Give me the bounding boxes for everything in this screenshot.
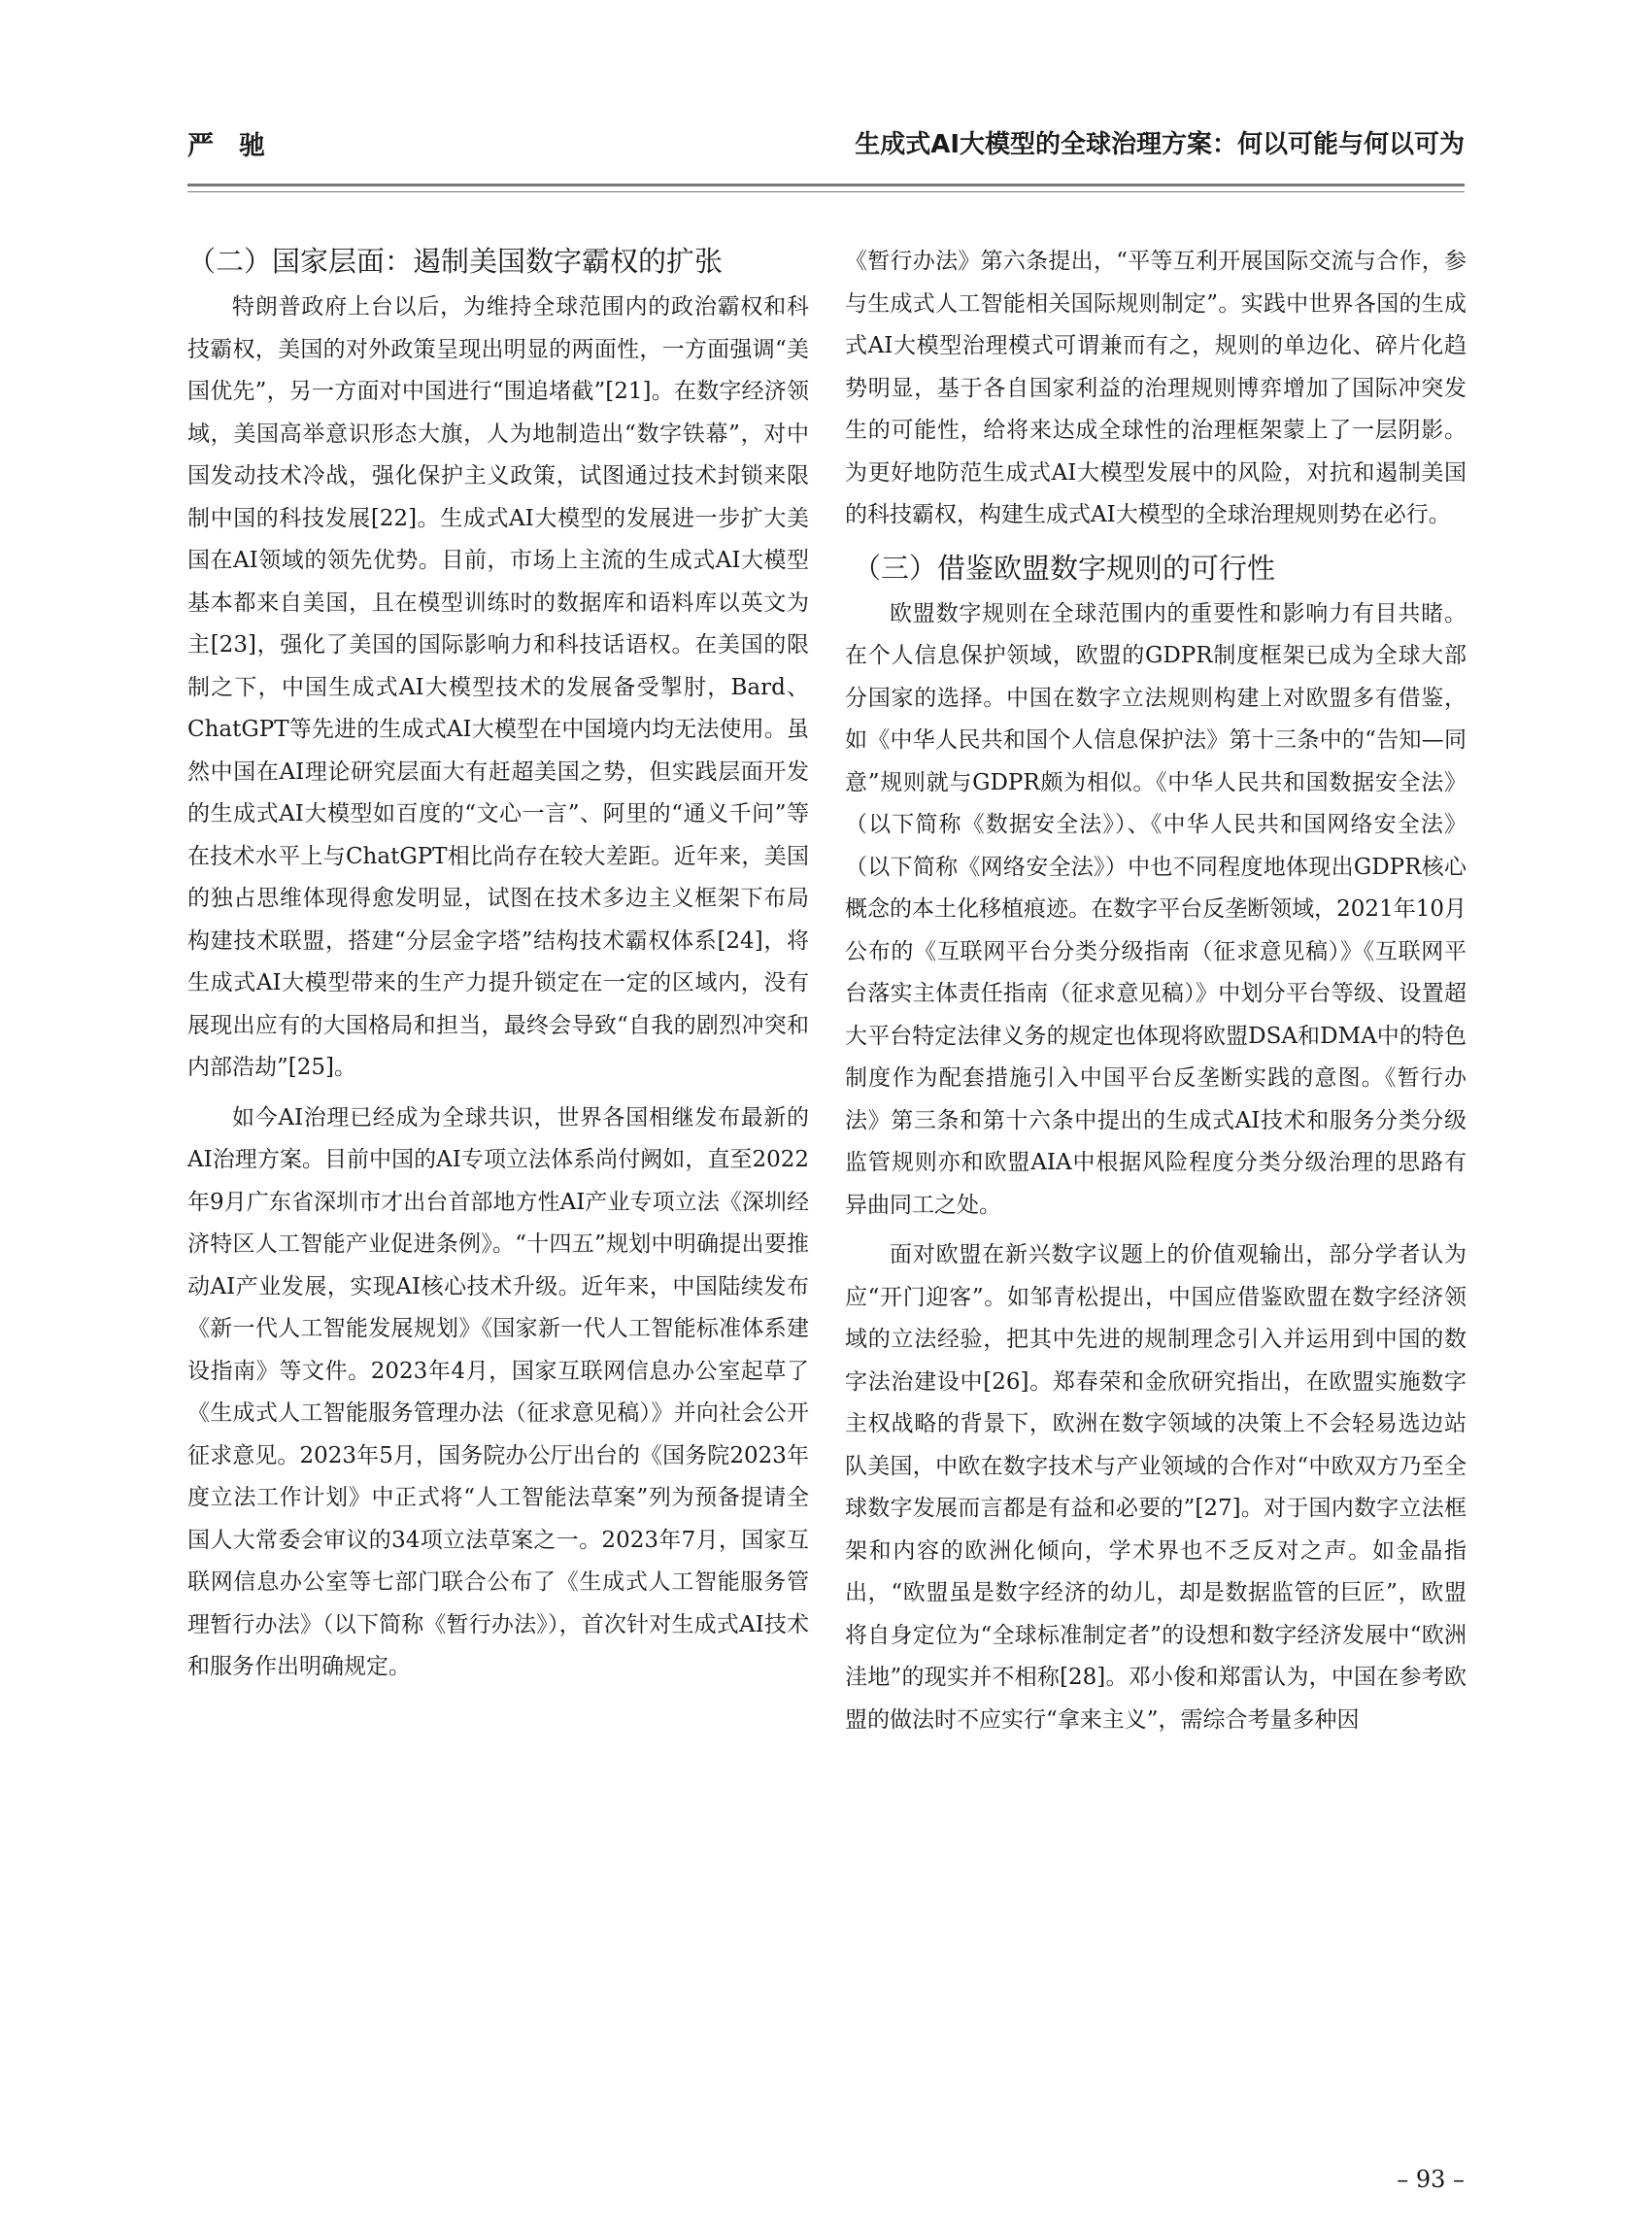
- paragraph: 面对欧盟在新兴数字议题上的价值观输出，部分学者认为应“开门迎客”。如邹青松提出，中国应借鉴欧盟在数字经济领域的立法经验，把其中先进的规制理念引入并运用到中国的数字法治建设中[26]。郑春荣和金欣研究指出，在欧盟实施数字主权战略的背景下，欧洲在数字领域的决策上不会轻易选边站队美国，中欧在数字技术与产业领域的合作对“中欧双方乃至全球数字发展而言都是有益和必要的”[27]。对于国内数字立法框架和内容的欧洲化倾向，学术界也不乏反对之声。如金晶指出，“欧盟虽是数字经济的幼儿，却是数据监管的巨匠”，欧盟将自身定位为“全球标准制定者”的设想和数字经济发展中“欧洲洼地”的现实并不相称[28]。邓小俊和郑雷认为，中国在参考欧盟的做法时不应实行“拿来主义”，需综合考量多种因: [845, 1242, 1467, 1733]
- running-header-title: 生成式AI大模型的全球治理方案：何以可能与何以可为: [855, 130, 1465, 159]
- paragraph: 欧盟数字规则在全球范围内的重要性和影响力有目共睹。在个人信息保护领域，欧盟的GDPR制度框架已成为全球大部分国家的选择。中国在数字立法规则构建上对欧盟多有借鉴，如《中华人民共和国个人信息保护法》第十三条中的“告知—同意”规则就与GDPR颇为相似。《中华人民共和国数据安全法》（以下简称《数据安全法》）、《中华人民共和国网络安全法》（以下简称《网络安全法》）中也不同程度地体现出GDPR核心概念的本土化移植痕迹。在数字平台反垄断领域，2021年10月公布的《互联网平台分类分级指南（征求意见稿）》《互联网平台落实主体责任指南（征求意见稿）》中划分平台等级、设置超大平台特定法律义务的规定也体现将欧盟DSA和DMA中的特色制度作为配套措施引入中国平台反垄断实践的意图。《暂行办法》第三条和第十六条中提出的生成式AI技术和服务分类分级监管规则亦和欧盟AIA中根据风险程度分类分级治理的思路有异曲同工之处。: [845, 600, 1467, 1218]
- header-rule-thick: [187, 184, 1465, 186]
- left-column: [187, 238, 809, 1697]
- paragraph-continued: 《暂行办法》第六条提出，“平等互利开展国际交流与合作，参与生成式人工智能相关国际规则制定”。实践中世界各国的生成式AI大模型治理模式可谓兼而有之，规则的单边化、碎片化趋势明显，基于各自国家利益的治理规则博弈增加了国际冲突发生的可能性，给将来达成全球性的治理框架蒙上了一层阴影。为更好地防范生成式AI大模型发展中的风险，对抗和遏制美国的科技霸权，构建生成式AI大模型的全球治理规则势在必行。: [845, 249, 1467, 527]
- section-heading-2: （二）国家层面：遏制美国数字霸权的扩张: [187, 245, 724, 278]
- section-heading-3: （三）借鉴欧盟数字规则的可行性: [853, 551, 1276, 585]
- paragraph: 如今AI治理已经成为全球共识，世界各国相继发布最新的AI治理方案。目前中国的AI专项立法体系尚付阙如，直至2022年9月广东省深圳市才出台首部地方性AI产业专项立法《深圳经济特区人工智能产业促进条例》。“十四五”规划中明确提出要推动AI产业发展，实现AI核心技术升级。近年来，中国陆续发布《新一代人工智能发展规划》《国家新一代人工智能标准体系建设指南》等文件。2023年4月，国家互联网信息办公室起草了《生成式人工智能服务管理办法（征求意见稿）》并向社会公开征求意见。2023年5月，国务院办公厅出台的《国务院2023年度立法工作计划》中正式将“人工智能法草案”列为预备提请全国人大常委会审议的34项立法草案之一。2023年7月，国家互联网信息办公室等七部门联合公布了《生成式人工智能服务管理暂行办法》（以下简称《暂行办法》），首次针对生成式AI技术和服务作出明确规定。: [187, 1104, 809, 1679]
- header-rule-thin: [187, 191, 1465, 192]
- page-number: – 93 –: [1397, 2166, 1465, 2193]
- paragraph: 特朗普政府上台以后，为维持全球范围内的政治霸权和科技霸权，美国的对外政策呈现出明显的两面性，一方面强调“美国优先”，另一方面对中国进行“围追堵截”[21]。在数字经济领域，美国高举意识形态大旗，人为地制造出“数字铁幕”，对中国发动技术冷战，强化保护主义政策，试图通过技术封锁来限制中国的科技发展[22]。生成式AI大模型的发展进一步扩大美国在AI领域的领先优势。目前，市场上主流的生成式AI大模型基本都来自美国，且在模型训练时的数据库和语料库以英文为主[23]，强化了美国的国际影响力和科技话语权。在美国的限制之下，中国生成式AI大模型技术的发展备受掣肘，Bard、ChatGPT等先进的生成式AI大模型在中国境内均无法使用。虽然中国在AI理论研究层面大有赶超美国之势，但实践层面开发的生成式AI大模型如百度的“文心一言”、阿里的“通义千问”等在技术水平上与ChatGPT相比尚存在较大差距。近年来，美国的独占思维体现得愈发明显，试图在技术多边主义框架下布局构建技术联盟，搭建“分层金字塔”结构技术霸权体系[24]，将生成式AI大模型带来的生产力提升锁定在一定的区域内，没有展现出应有的大国格局和担当，最终会导致“自我的剧烈冲突和内部浩劫”[25]。: [187, 294, 809, 1080]
- right-column: [845, 241, 1467, 1749]
- running-header-author: 严驰: [187, 131, 290, 161]
